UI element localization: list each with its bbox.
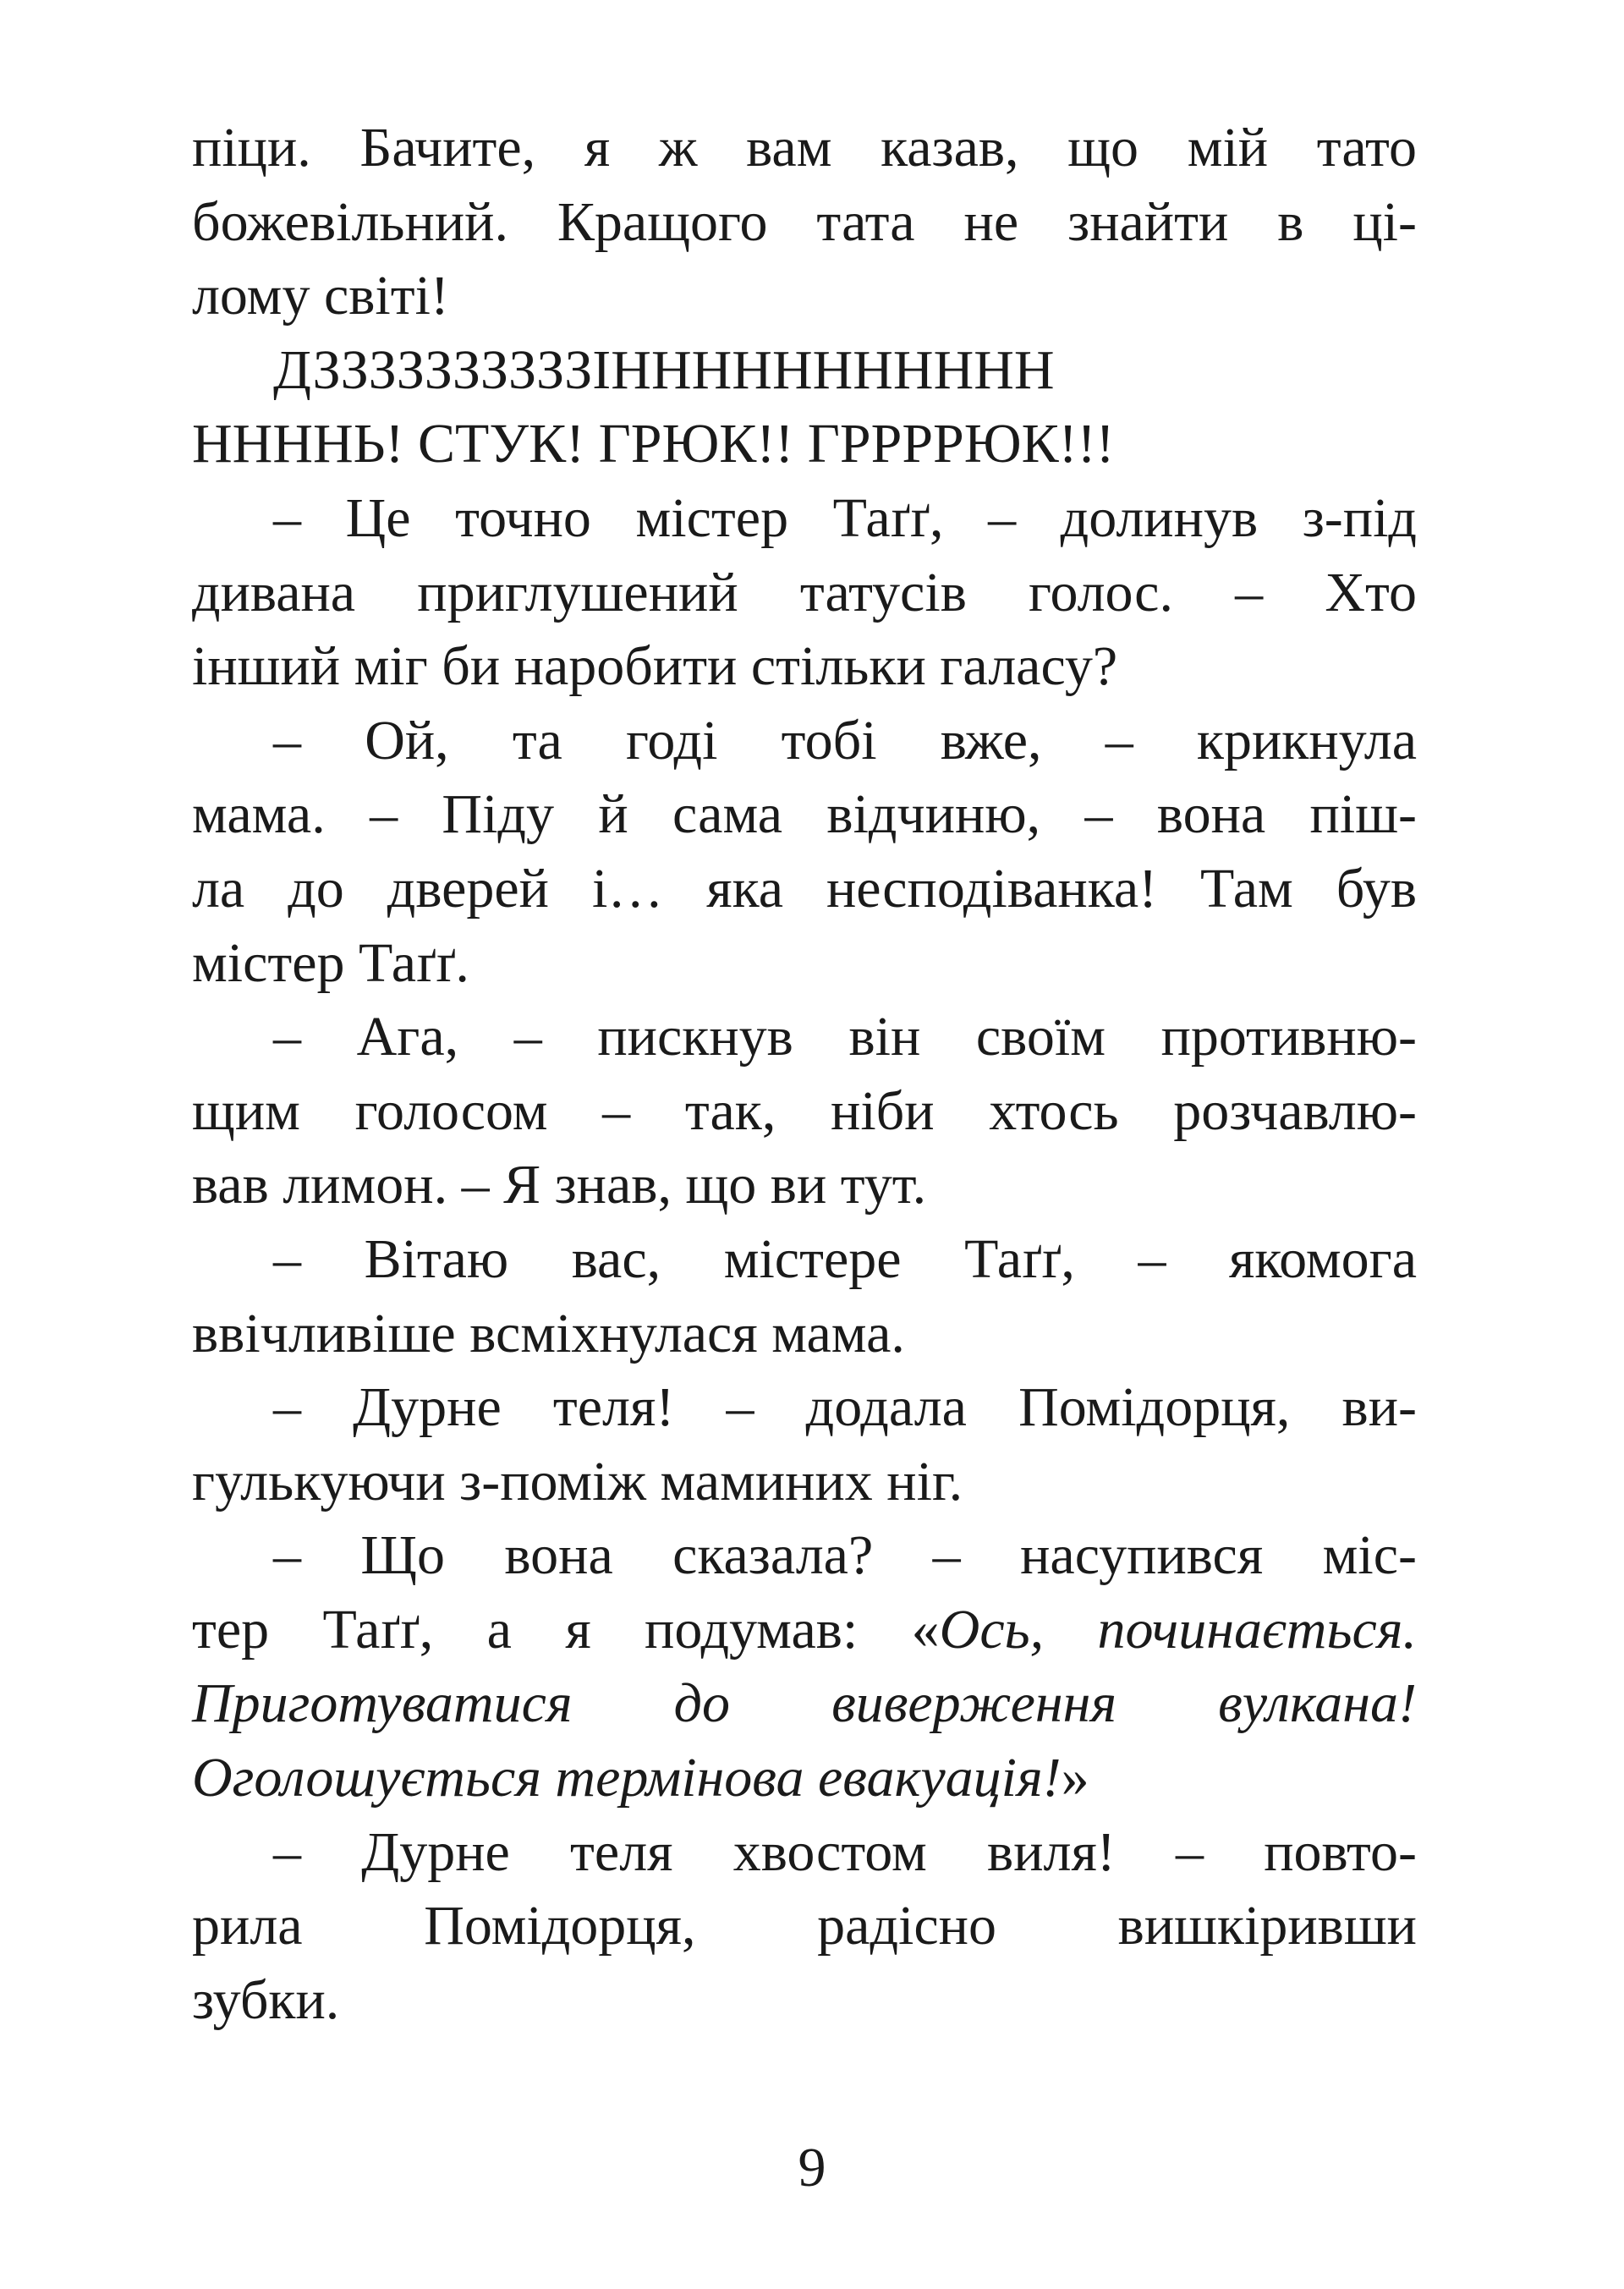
text-line: інший міг би наробити стільки галасу? — [192, 635, 1118, 698]
text-line: – Дурне теля хвостом виля! – повто- — [273, 1820, 1417, 1883]
text-line: Оголошується термінова евакуація!» — [192, 1747, 1089, 1809]
text-line: ДЗЗЗЗЗЗЗЗЗЗІННННННННННН — [273, 338, 1055, 401]
text-line: зубки. — [192, 1968, 340, 2031]
text-line: тер Таґґ, а я подумав: «Ось, починається. — [192, 1598, 1417, 1660]
text-line: лому світі! — [192, 265, 449, 327]
text-line: – Вітаю вас, містере Таґґ, – якомога — [273, 1227, 1417, 1290]
text-line: – Дурне теля! – додала Помідорця, ви- — [273, 1376, 1417, 1439]
text-line: піци. Бачите, я ж вам казав, що мій тато — [192, 117, 1417, 178]
text-line: ла до дверей і… яка несподіванка! Там був — [192, 857, 1417, 919]
text-line: дивана приглушений татусів голос. – Хто — [192, 561, 1417, 623]
text-line: мама. – Піду й сама відчиню, – вона піш- — [192, 783, 1417, 846]
text-line: містер Таґґ. — [192, 931, 469, 994]
text-line: Приготуватися до виверження вулкана! — [192, 1672, 1417, 1735]
text-line: – Це точно містер Таґґ, – долинув з-під — [273, 486, 1417, 549]
text-line: божевільний. Кращого тата не знайти в ці- — [192, 190, 1417, 253]
text-line: – Ага, – пискнув він своїм противню- — [273, 1006, 1417, 1068]
page-text — [192, 111, 1417, 2037]
text-line: ННННЬ! СТУК! ГРЮК!! ГРРРРЮК!!! — [192, 413, 1115, 475]
text-line: – Ой, та годі тобі вже, – крикнула — [273, 709, 1417, 771]
text-line: – Що вона сказала? – насупився міс- — [273, 1524, 1417, 1587]
page-number: 9 — [798, 2137, 826, 2198]
text-line: рила Помідорця, радісно вишкіривши — [192, 1895, 1417, 1957]
text-line: вав лимон. – Я знав, що ви тут. — [192, 1154, 927, 1216]
text-line: щим голосом – так, ніби хтось розчавлю- — [192, 1079, 1417, 1142]
text-line: ввічливіше всміхнулася мама. — [192, 1302, 905, 1364]
text-line: гулькуючи з-поміж маминих ніг. — [192, 1450, 963, 1512]
